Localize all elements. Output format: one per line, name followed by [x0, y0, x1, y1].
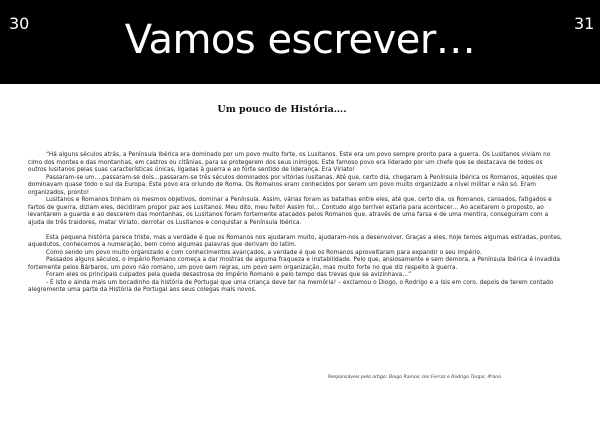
paragraph: “Há alguns séculos atrás, a Península Ibérica era dominado por um povo muito forte, os Lusitanos. Este era um povo sempre pronto para a guerra. Os Lusitanos viviam no cimo dos montes e das montanhas, em castros ou citânias, para se protegerem dos seus inimigos. Este famoso povo era liderado por um chefe que se destacava de todos os outros lusitanos pelas suas características únicas, ligadas à guerra e ao forte sentido de liderança. Era Viriato!	[28, 152, 551, 173]
paragraph: Passados alguns séculos, o império Romano começa a dar mostras de alguma fraqueza e instabilidade. Pelo que, ansiosamente e sem demora, a Península Ibérica é invadida fortemente pelos Bárbaros, um povo não romano, um povo sem regras, um povo sem organização, mas muito forte no que diz respeito à guerra.	[28, 257, 561, 271]
page-header	[0, 0, 600, 84]
paragraph: Como sendo um povo muito organizado e com conhecimentos avançados, a verdade é que os Romanos aproveitaram para expandir o seu império.	[46, 249, 482, 256]
page-title: Vamos escrever…	[124, 17, 476, 63]
paragraph: Esta pequena história parece triste, mas a verdade é que os Romanos nos ajudaram muito, ajudaram-nos a desenvolver. Graças a eles, hoje temos algumas estradas, pontes, aquedutos, conhecemos a numeração, bem como algumas palavras que derivam do latim.	[28, 234, 562, 248]
paragraph: Foram eles os principais culpados pela queda desastrosa do Império Romano e pelo tempo das trevas que se avizinhava…”	[46, 272, 412, 278]
page-number-right: 31	[574, 14, 595, 33]
paragraph: Passaram-se um….passaram-se dois…passaram-se três séculos dominados por vitórias lusitanas. Até que, certo dia, chegaram à Península Ibérica os Romanos, aqueles que dominavam quase todo o sul da Europa. Este povo era oriundo de Roma. Os Romanos eram conhecidos por serem um povo muito organizado a nível militar e não só. Eram organizados, pronto!	[28, 174, 558, 196]
article-body	[28, 152, 563, 295]
paragraph: - É isto e ainda mais um bocadinho da história de Portugal que uma criança deve ter na memória! – exclamou o Diogo, o Rodrigo e a Isis em coro, depois de terem contado alegremente uma parte da História de Portugal aos seus colegas mais novos.	[28, 279, 554, 293]
page-number-left: 30	[9, 14, 30, 33]
article-title: Um pouco de História….	[217, 104, 347, 115]
paragraph: Lusitanos e Romanos tinham os mesmos objetivos, dominar a Península. Assim, várias foram as batalhas entre eles, até que, certo dia, os Romanos, cansados, fatigados e fartos de guerra, diziam eles, decidiram propor paz aos Lusitanos. Meu dito, meu feito! Assim foi… Contudo algo terrível estaria para acontecer… Ao aceitarem o proposto, ao levantarem a guarda e ao descerem das montanhas, os Lusitanos foram fortemente atacados pelos Romanos que, através de uma farsa e de uma mentira, conseguiram com a ajuda de três traidores, matar Viriato, derrotar os Lusitanos e conquistar a Península Ibérica.	[28, 197, 552, 226]
article-credits: Responsáveis pelo artigo: Diogo Ramos, Isis Ferraz e Rodrigo Torgal, 4ºano	[328, 375, 502, 380]
